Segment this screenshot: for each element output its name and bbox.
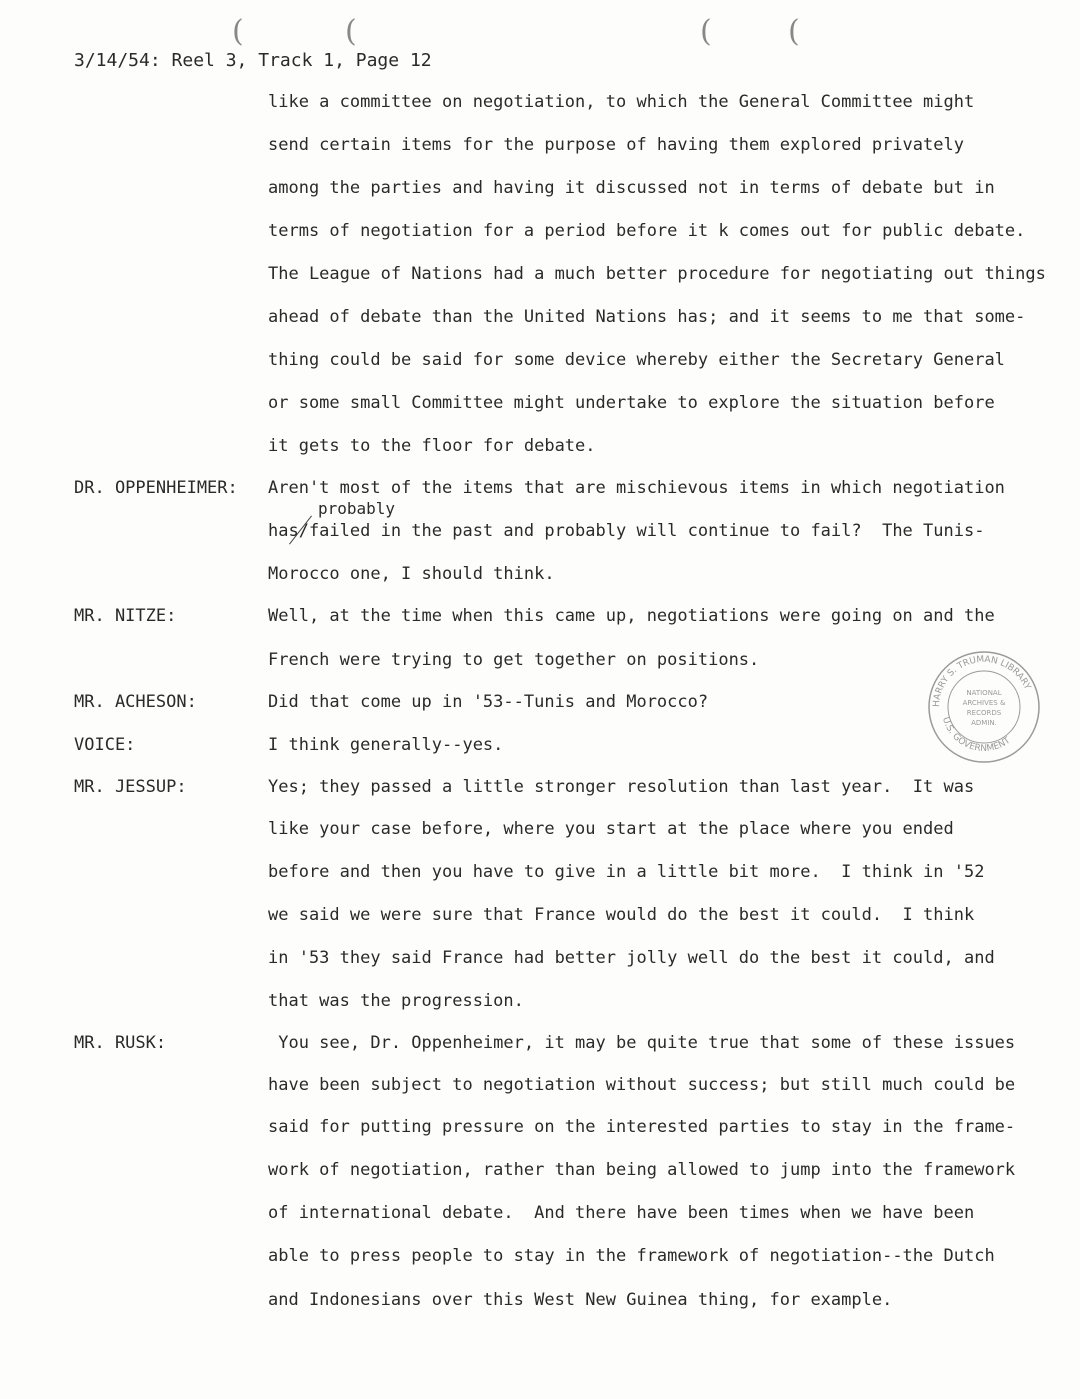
text-line: work of negotiation, rather than being allowed to jump into the framework: [268, 1160, 1016, 1180]
speaker-label: MR. JESSUP:: [74, 777, 187, 797]
stamp-center-line: ARCHIVES &: [962, 699, 1006, 707]
page-header: 3/14/54: Reel 3, Track 1, Page 12: [74, 50, 432, 71]
stamp-center-line: ADMIN.: [971, 719, 997, 727]
margin-mark: (: [232, 14, 244, 49]
text-line: I think generally--yes.: [268, 735, 504, 755]
text-line: French were trying to get together on positions.: [268, 650, 760, 670]
text-line: that was the progression.: [268, 991, 524, 1011]
margin-mark: (: [788, 14, 800, 49]
text-line: terms of negotiation for a period before it k comes out for public debate.: [268, 221, 1026, 241]
speaker-label: DR. OPPENHEIMER:: [74, 478, 238, 498]
margin-mark: (: [700, 14, 712, 49]
text-line: in '53 they said France had better jolly well do the best it could, and: [268, 948, 995, 968]
stamp-inner-ring: [948, 671, 1020, 743]
text-line: able to press people to stay in the framework of negotiation--the Dutch: [268, 1246, 995, 1266]
margin-mark: (: [345, 14, 357, 49]
text-line: of international debate. And there have been times when we have been: [268, 1203, 975, 1223]
text-line: ahead of debate than the United Nations has; and it seems to me that some-: [268, 307, 1026, 327]
text-line: and Indonesians over this West New Guinea thing, for example.: [268, 1290, 893, 1310]
text-line: among the parties and having it discussed not in terms of debate but in: [268, 178, 995, 198]
text-line: send certain items for the purpose of having them explored privately: [268, 135, 964, 155]
speaker-label: MR. NITZE:: [74, 606, 177, 626]
speaker-label: MR. RUSK:: [74, 1033, 167, 1053]
text-line: like a committee on negotiation, to which the General Committee might: [268, 92, 975, 112]
text-line: or some small Committee might undertake to explore the situation before: [268, 393, 995, 413]
text-line: Yes; they passed a little stronger resolution than last year. It was: [268, 777, 975, 797]
text-line: before and then you have to give in a little bit more. I think in '52: [268, 862, 985, 882]
text-line: it gets to the floor for debate.: [268, 436, 596, 456]
stamp-ring-bottom-text: U.S. GOVERNMENT: [939, 715, 1013, 754]
library-stamp-seal: [925, 648, 1043, 766]
text-line: Did that come up in '53--Tunis and Morocco?: [268, 692, 709, 712]
text-line: thing could be said for some device whereby either the Secretary General: [268, 350, 1005, 370]
interlinear-insertion: probably: [318, 499, 396, 518]
text-line: like your case before, where you start at the place where you ended: [268, 819, 954, 839]
stamp-center-line: NATIONAL: [966, 689, 1002, 697]
text-line: Well, at the time when this came up, negotiations were going on and the: [268, 606, 995, 626]
stamp-center-line: RECORDS: [966, 709, 1002, 717]
speaker-label: MR. ACHESON:: [74, 692, 197, 712]
text-line: said for putting pressure on the interested parties to stay in the frame-: [268, 1117, 1016, 1137]
stamp-ring-top-text: HARRY S. TRUMAN LIBRARY: [931, 654, 1033, 708]
text-line: You see, Dr. Oppenheimer, it may be quite true that some of these issues: [268, 1033, 1016, 1053]
text-line: Morocco one, I should think.: [268, 564, 555, 584]
text-line: has/failed in the past and probably will continue to fail? The Tunis-: [268, 521, 985, 541]
text-line: Aren't most of the items that are mischievous items in which negotiation: [268, 478, 1005, 498]
text-line: The League of Nations had a much better procedure for negotiating out things: [268, 264, 1046, 284]
speaker-label: VOICE:: [74, 735, 136, 755]
text-line: have been subject to negotiation without success; but still much could be: [268, 1075, 1016, 1095]
text-line: we said we were sure that France would do the best it could. I think: [268, 905, 975, 925]
